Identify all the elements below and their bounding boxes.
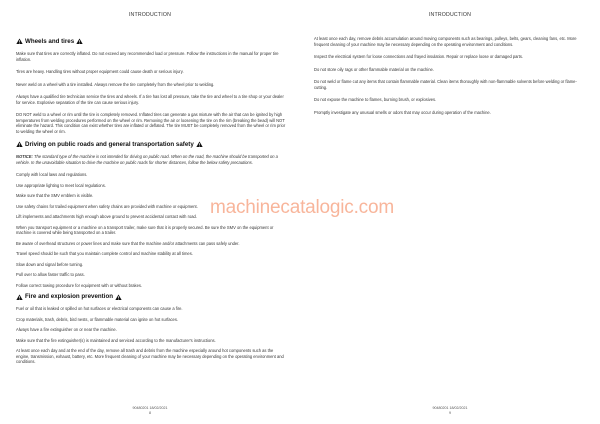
paragraph: Tires are heavy. Handling tires without proper equipment could cause death or serious injury. [16,69,184,75]
paragraph: Slow down and signal before turning. [16,261,84,267]
right-page-header: INTRODUCTION [428,12,472,18]
paragraph: Always have a fire extinguisher on or near the machine. [16,327,117,333]
footer-code: 90480201 18/02/2021 [132,405,168,410]
footer-code: 90480201 18/02/2021 [432,405,468,410]
paragraph: At least once each day, remove debris accumulation around moving components such as bearings, pulleys, belts, gears, cleaning fans, etc. More frequent cleaning of your machine may be necessary depending on the operating environment and conditions. [314,36,577,47]
warning-triangle-icon [196,141,203,148]
section-title: Fire and explosion prevention [25,293,114,301]
paragraph: Be aware of overhead structures or power lines and make sure that the machine and/or attachments can pass safely under. [16,240,240,246]
warning-triangle-icon [115,294,122,301]
paragraph: Follow correct towing procedure for equipment with or without brakes. [16,282,143,288]
notice-text: The standard type of the machine is not intended for driving on public road. When on the road, the machine should be transported on a vehicle. In the unavoidable situation to drive the machine on public roads for shorter distances, follow the below safety precautions. [16,154,278,165]
paragraph: Make sure that the fire extinguisher(s) is maintained and serviced according to the manufacturer's instructions. [16,337,216,343]
section-heading-fire [16,293,286,300]
notice-paragraph [16,154,286,165]
section-title: Driving on public roads and general transportation safety [25,141,194,149]
paragraph: Make sure that the SMV emblem is visible. [16,193,94,199]
paragraph: Make sure that tires are correctly inflated. Do not exceed any recommended load or pressure. Follow the instructions in the manual for proper tire inflation. [16,51,279,62]
paragraph: Do not expose the machine to flames, burning brush, or explosives. [314,97,437,103]
paragraph: Travel speed should be such that you maintain complete control and machine stability at all times. [16,251,193,257]
paragraph: When you transport equipment or a machine on a transport trailer, make sure that it is properly secured. Be sure the SMV on the equipment or machine is covered while being transported on a trailer. [16,224,274,236]
warning-triangle-icon [16,294,23,301]
paragraph: Pull over to allow faster traffic to pass. [16,272,85,278]
warning-triangle-icon [76,38,83,45]
paragraph: Fuel or oil that is leaked or spilled on hot surfaces or electrical components can cause a fire. [16,306,183,312]
left-page-footer [0,406,300,416]
paragraph: Use appropriate lighting to meet local regulations. [16,182,106,188]
paragraph: DO NOT weld to a wheel or rim until the tire is completely removed. Inflated tires can generate a gas mixture with the air that can be ignited by high temperatures from welding procedures performed on the wheel or rim. Removing the air or loosening the tire on the rim (breaking the bead) will NOT eliminate the hazard. This condition can exist whether tires are inflated or deflated. The tire MUST be completely removed from the wheel or rim prior to welding the wheel or rim. [16,112,286,134]
notice-label: NOTICE: [16,154,33,160]
paragraph: Crop materials, trash, debris, bird nests, or flammable material can ignite on hot surfaces. [16,316,179,322]
paragraph: Lift implements and attachments high enough above ground to prevent accidental contact with road. [16,214,197,220]
paragraph: Always have a qualified tire technician service the tires and wheels. If a tire has lost all pressure, take the tire and wheel to a tire shop or your dealer for service. Explosive separation of the tire can cause serious injury. [16,94,284,105]
watermark: machinecatalogic.com [210,197,394,218]
paragraph: Comply with local laws and regulations. [16,172,88,178]
left-page-header: INTRODUCTION [128,12,172,18]
paragraph: Do not weld or flame cut any items that contain flammable material. Clean items thoroughly with non-flammable solvents before welding or flame-cutting. [314,79,577,90]
section-heading-public-roads [16,141,286,148]
right-page-footer [300,406,600,416]
paragraph: Never weld on a wheel with a tire installed. Always remove the tire completely from the wheel prior to welding. [16,81,215,87]
warning-triangle-icon [16,38,23,45]
paragraph: Do not store oily rags or other flammable material on the machine. [314,66,434,72]
page-number: 9 [449,410,451,415]
right-page-content [314,36,586,122]
paragraph: Promptly investigate any unusual smells or odors that may occur during operation of the machine. [314,109,491,115]
paragraph: Inspect the electrical system for loose connections and frayed insulation. Repair or replace loose or damaged parts. [314,54,524,60]
page-number: 8 [149,410,151,415]
warning-triangle-icon [16,141,23,148]
section-heading-wheels [16,38,286,45]
section-title: Wheels and tires [25,38,75,45]
paragraph: Use safety chains for trailed equipment when safety chains are provided with machine or equipment. [16,203,198,209]
paragraph: At least once each day and at the end of the day, remove all trash and debris from the machine especially around hot components such as the engine, transmission, exhaust, battery, etc. More frequent cleaning of your machine may be necessary depending on the operating environment and conditions. [16,348,284,365]
